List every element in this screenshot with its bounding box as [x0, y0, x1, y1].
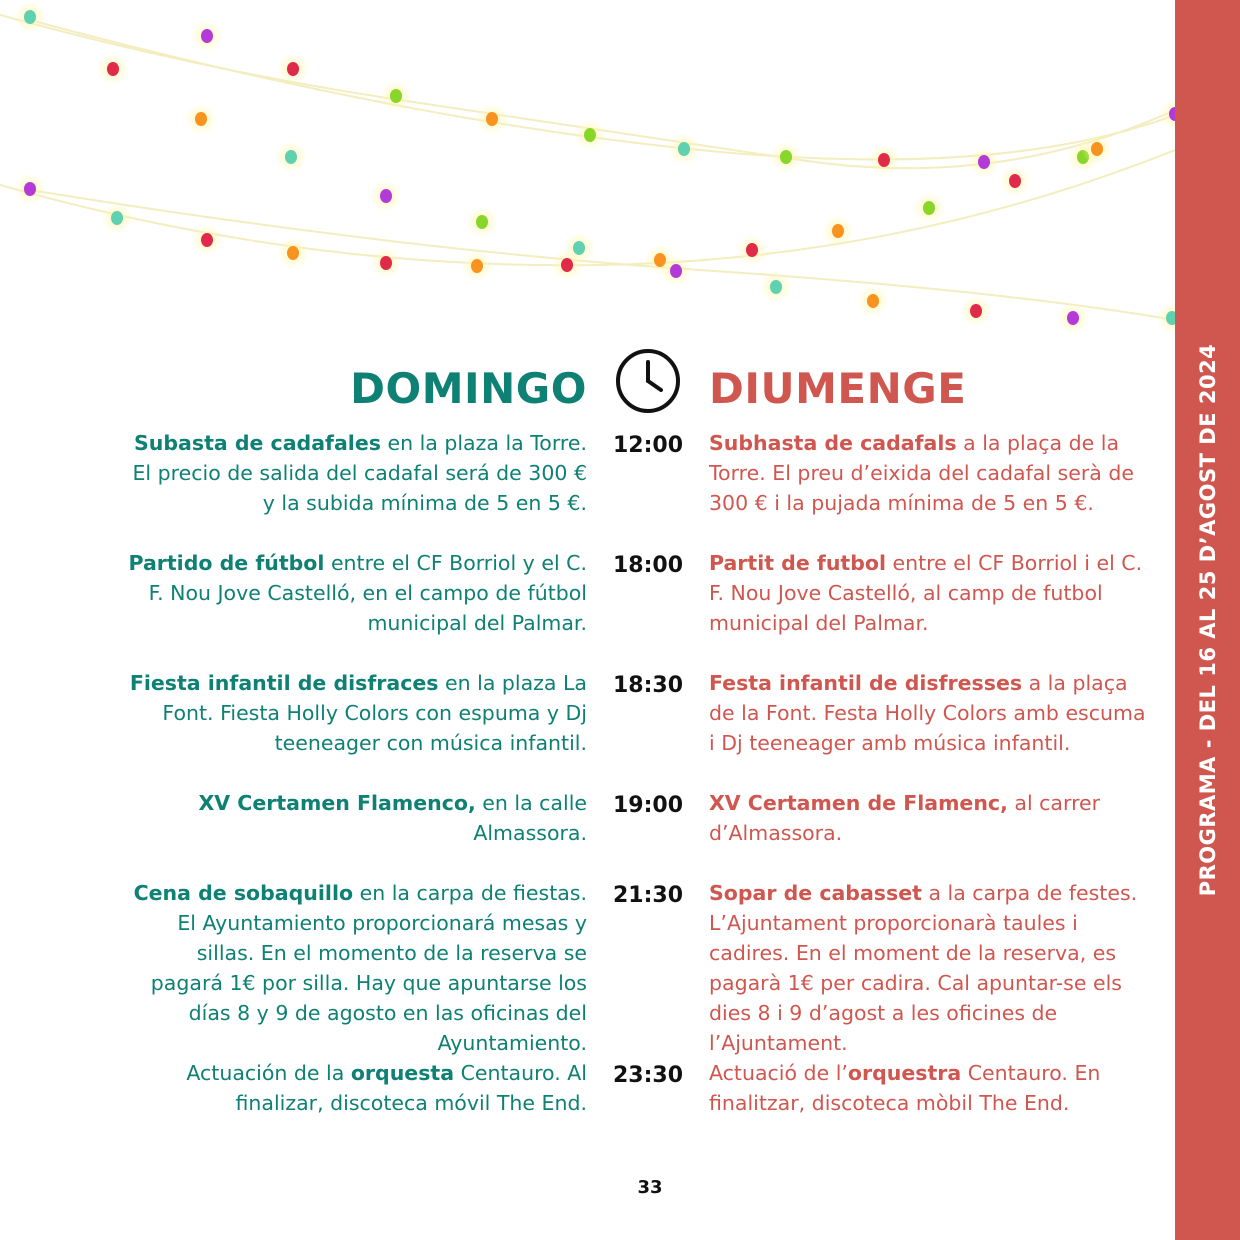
light-bulb — [471, 259, 483, 273]
event-text-ca — [709, 788, 1154, 848]
event-title: Fiesta infantil de disfraces — [129, 671, 439, 695]
light-bulb — [770, 280, 782, 294]
event-text-ca — [709, 668, 1154, 758]
event-text-es — [127, 668, 587, 758]
event-title: Partit de futbol — [709, 551, 886, 575]
event-description: en la calle Almassora. — [473, 791, 587, 845]
event-description: entre el CF Borriol i el C. F. Nou Jove Castelló, al camp de futbol municipal del Palmar. — [709, 551, 1143, 635]
clock-icon — [615, 348, 681, 414]
heading-diumenge: DIUMENGE — [709, 364, 967, 413]
sidebar-band — [1175, 0, 1240, 1240]
time-label: 19:00 — [612, 793, 684, 818]
event-text-ca — [709, 1058, 1154, 1118]
event-text-ca — [709, 878, 1154, 1058]
event-text-lead: Actuació de l’ — [709, 1061, 848, 1085]
light-bulb — [287, 62, 299, 76]
light-bulb — [678, 142, 690, 156]
event-title: Subhasta de cadafals — [709, 431, 957, 455]
event-description: Centauro. En finalitzar, discoteca mòbil The End. — [709, 1061, 1101, 1115]
time-label: 12:00 — [612, 433, 684, 458]
event-description: en la plaza La Font. Fiesta Holly Colors con espuma y Dj teeneager con música infantil. — [162, 671, 587, 755]
event-text-lead: Actuación de la — [186, 1061, 351, 1085]
light-bulb — [380, 256, 392, 270]
light-bulb — [1067, 311, 1079, 325]
event-description: al carrer d’Almassora. — [709, 791, 1101, 845]
light-bulb — [670, 264, 682, 278]
event-text-es — [127, 1058, 587, 1118]
light-bulb — [878, 153, 890, 167]
light-bulb — [780, 150, 792, 164]
light-bulb — [201, 233, 213, 247]
event-text-es — [127, 878, 587, 1058]
event-title: orquestra — [847, 1061, 962, 1085]
light-bulb — [486, 112, 498, 126]
event-description: a la plaça de la Font. Festa Holly Colors amb escuma i Dj teeneager amb música infantil. — [709, 671, 1146, 755]
light-bulb — [561, 258, 573, 272]
light-bulb — [1009, 174, 1021, 188]
light-bulb — [111, 211, 123, 225]
time-label: 18:30 — [612, 673, 684, 698]
heading-domingo: DOMINGO — [350, 364, 587, 413]
event-text-es — [127, 548, 587, 638]
light-bulb — [978, 155, 990, 169]
event-title: XV Certamen Flamenco, — [198, 791, 476, 815]
event-title: orquesta — [350, 1061, 455, 1085]
light-bulb — [24, 10, 36, 24]
light-bulb — [584, 128, 596, 142]
light-bulb — [970, 304, 982, 318]
light-bulb — [1091, 142, 1103, 156]
event-text-es — [127, 788, 587, 848]
event-description: entre el CF Borriol y el C. F. Nou Jove Castelló, en el campo de fútbol municipal del Palmar. — [148, 551, 587, 635]
light-bulb — [107, 62, 119, 76]
event-description: en la plaza la Torre. El precio de salida del cadafal será de 300 € y la subida mínima de 5 en 5 €. — [132, 431, 587, 515]
light-bulb — [832, 224, 844, 238]
event-description: a la plaça de la Torre. El preu d’eixida del cadafal serà de 300 € i la pujada mínima de 5 en 5 €. — [709, 431, 1134, 515]
string-lights-decoration — [0, 0, 1175, 340]
light-bulb — [195, 112, 207, 126]
event-text-ca — [709, 428, 1154, 518]
event-title: Subasta de cadafales — [134, 431, 381, 455]
light-bulb — [285, 150, 297, 164]
time-label: 23:30 — [612, 1063, 684, 1088]
sidebar-program-label: PROGRAMA - DEL 16 AL 25 D’AGOST DE 2024 — [1195, 343, 1220, 897]
time-label: 21:30 — [612, 883, 684, 908]
page-number: 33 — [637, 1177, 663, 1198]
light-bulb — [746, 243, 758, 257]
light-bulb — [923, 201, 935, 215]
light-bulb — [390, 89, 402, 103]
light-bulb — [476, 215, 488, 229]
event-text-ca — [709, 548, 1154, 638]
event-description: Centauro. Al finalizar, discoteca móvil The End. — [235, 1061, 587, 1115]
event-text-es — [127, 428, 587, 518]
event-title: XV Certamen de Flamenc, — [709, 791, 1008, 815]
light-bulb — [380, 189, 392, 203]
light-bulb — [867, 294, 879, 308]
light-bulb — [24, 182, 36, 196]
time-label: 18:00 — [612, 553, 684, 578]
event-description: en la carpa de fiestas. El Ayuntamiento proporcionará mesas y sillas. En el momento de la reserva se pagará 1€ por silla. Hay que apuntarse los días 8 y 9 de agosto en las oficinas del Ayuntamiento. — [150, 881, 587, 1055]
light-bulb — [287, 246, 299, 260]
event-title: Partido de fútbol — [128, 551, 325, 575]
event-title: Festa infantil de disfresses — [709, 671, 1023, 695]
event-title: Cena de sobaquillo — [133, 881, 354, 905]
event-title: Sopar de cabasset — [709, 881, 922, 905]
light-bulb — [201, 29, 213, 43]
event-description: a la carpa de festes. L’Ajuntament proporcionarà taules i cadires. En el moment de la reserva, es pagarà 1€ per cadira. Cal apuntar-se els dies 8 i 9 d’agost a les oficines de l’Ajuntament. — [709, 881, 1138, 1055]
